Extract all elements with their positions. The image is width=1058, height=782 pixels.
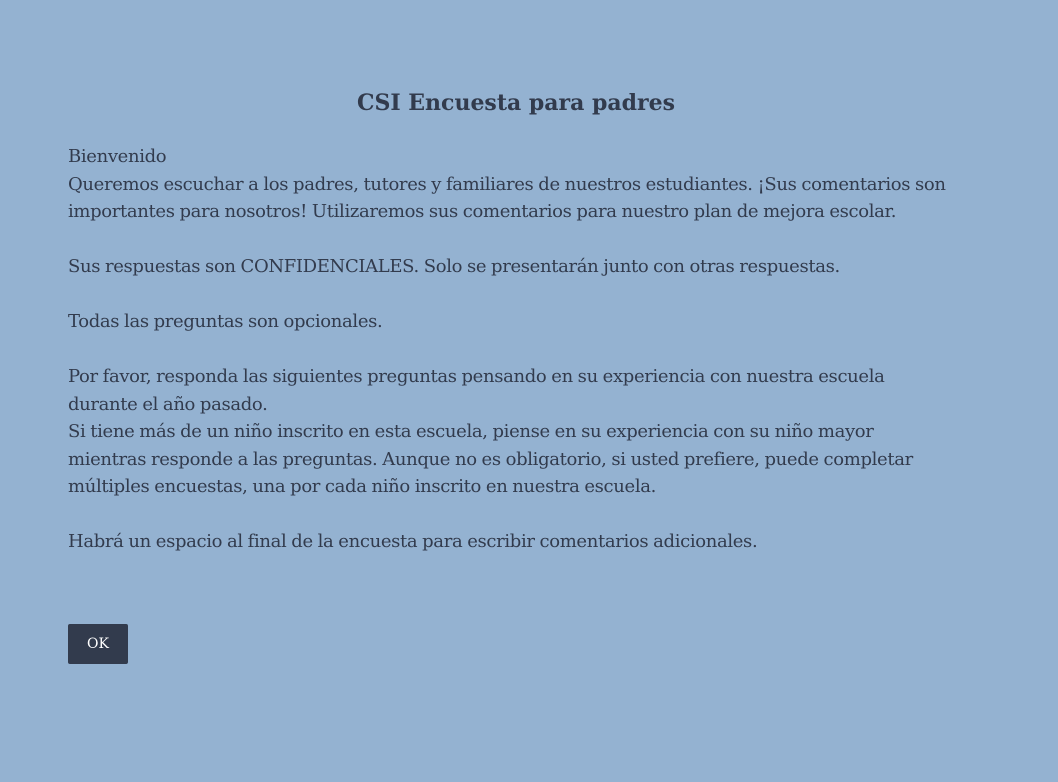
intro-paragraph: Queremos escuchar a los padres, tutores y familiares de nuestros estudiantes. ¡Sus comentarios son importantes para nosotros! Utilizaremos sus comentarios para nuestro plan de mejora escolar. (68, 173, 946, 222)
survey-title: CSI Encuesta para padres (356, 90, 676, 116)
confidential-notice: Sus respuestas son CONFIDENCIALES. Solo se presentarán junto con otras respuestas. (68, 256, 840, 277)
welcome-heading: Bienvenido (68, 146, 167, 167)
ok-button[interactable]: OK (68, 624, 128, 664)
spacer (68, 281, 948, 309)
optional-notice: Todas las preguntas son opcionales. (68, 311, 383, 332)
instructions-paragraph: Por favor, responda las siguientes preguntas pensando en su experiencia con nuestra escuela durante el año pasado. (68, 366, 885, 415)
spacer (68, 226, 948, 254)
spacer (68, 501, 948, 529)
comments-notice: Habrá un espacio al final de la encuesta para escribir comentarios adicionales. (68, 531, 758, 552)
welcome-message (68, 143, 948, 556)
spacer (68, 336, 948, 364)
multiple-children-paragraph: Si tiene más de un niño inscrito en esta escuela, piense en su experiencia con su niño mayor mientras responde a las preguntas. Aunque no es obligatorio, si usted prefiere, puede completar múltiples encuestas, una por cada niño inscrito en nuestra escuela. (68, 421, 913, 497)
